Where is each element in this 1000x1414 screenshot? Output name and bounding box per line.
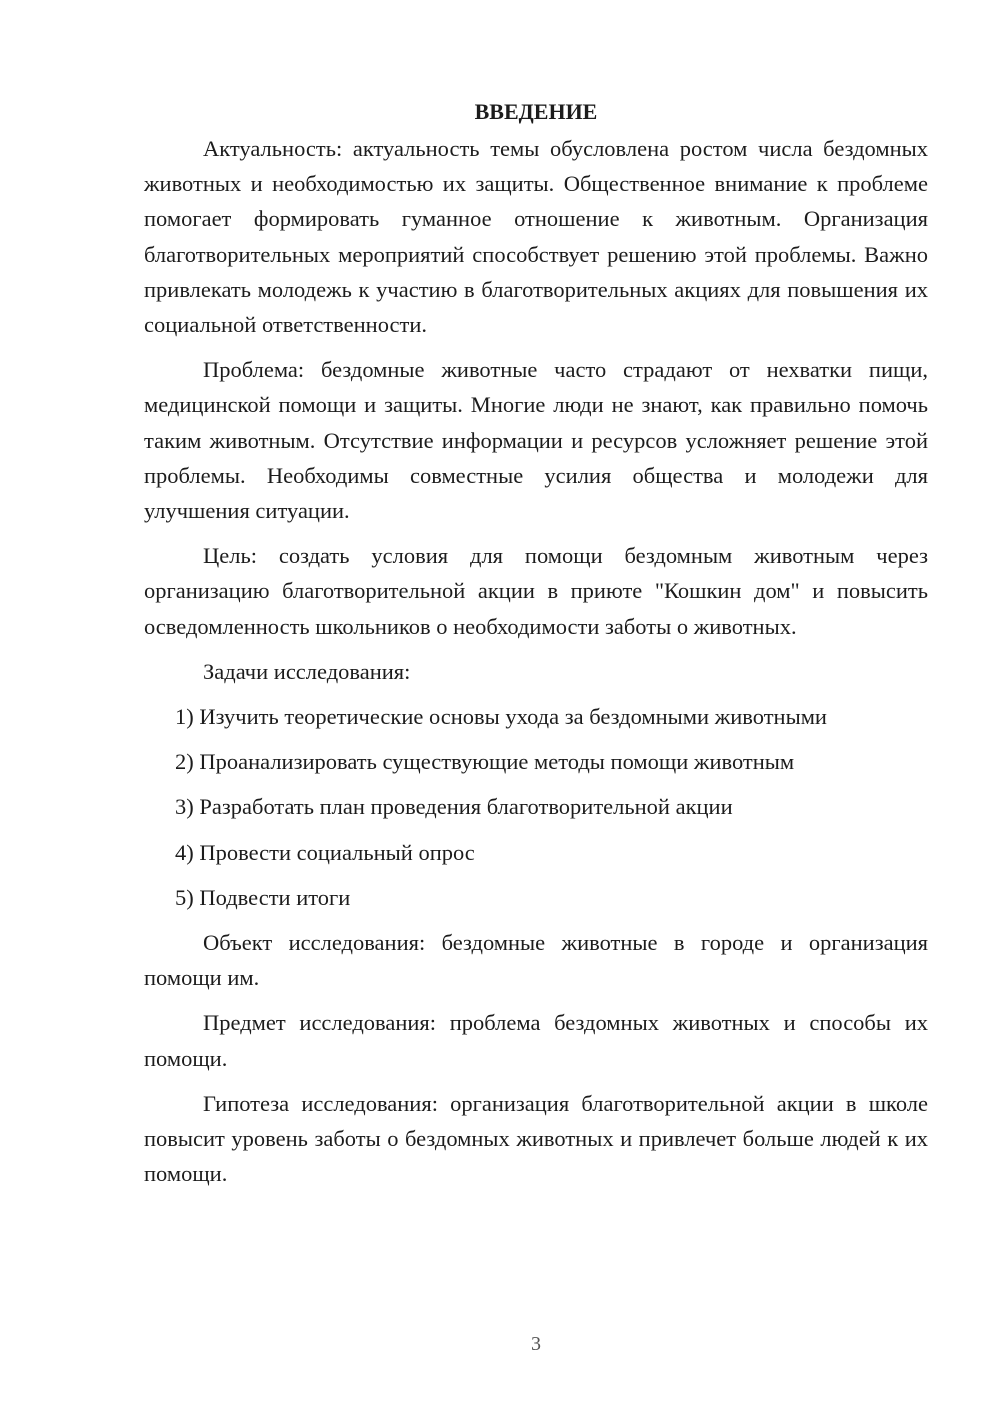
list-item: 2) Проанализировать существующие методы помощи животным	[175, 749, 795, 775]
tasks-heading: Задачи исследования:	[203, 658, 411, 684]
problem-paragraph: Проблема: бездомные животные часто страдают от нехватки пищи, медицинской помощи и защиты. Многие люди не знают, как правильно помочь таким животным. Отсутствие информации и ресурсов усложняет решение этой проблемы. Необходимы совместные усилия общества и молодежи для улучшения ситуации.	[144, 357, 928, 524]
subject-paragraph: Предмет исследования: проблема бездомных животных и способы их помощи.	[144, 1010, 928, 1071]
list-item: 1) Изучить теоретические основы ухода за бездомными животными	[175, 704, 827, 730]
hypothesis-paragraph: Гипотеза исследования: организация благотворительной акции в школе повысит уровень заботы о бездомных животных и привлечет больше людей к их помощи.	[144, 1090, 928, 1187]
object-paragraph: Объект исследования: бездомные животные в городе и организация помощи им.	[144, 930, 928, 991]
page-number: 3	[531, 1333, 541, 1355]
tasks-list	[144, 699, 928, 915]
list-item: 3) Разработать план проведения благотворительной акции	[175, 794, 733, 820]
list-item: 5) Подвести итоги	[175, 884, 351, 910]
list-item: 4) Провести социальный опрос	[175, 839, 475, 865]
relevance-paragraph: Актуальность: актуальность темы обусловлена ростом числа бездомных животных и необходимостью их защиты. Общественное внимание к проблеме помогает формировать гуманное отношение к животным. Организация благотворительных мероприятий способствует решению этой проблемы. Важно привлекать молодежь к участию в благотворительных акциях для повышения их социальной ответственности.	[144, 136, 928, 338]
goal-paragraph: Цель: создать условия для помощи бездомным животным через организацию благотворительной акции в приюте "Кошкин дом" и повысить осведомленность школьников о необходимости заботы о животных.	[144, 543, 928, 639]
document-page	[144, 94, 928, 1201]
document-title: ВВЕДЕНИЕ	[474, 99, 598, 124]
